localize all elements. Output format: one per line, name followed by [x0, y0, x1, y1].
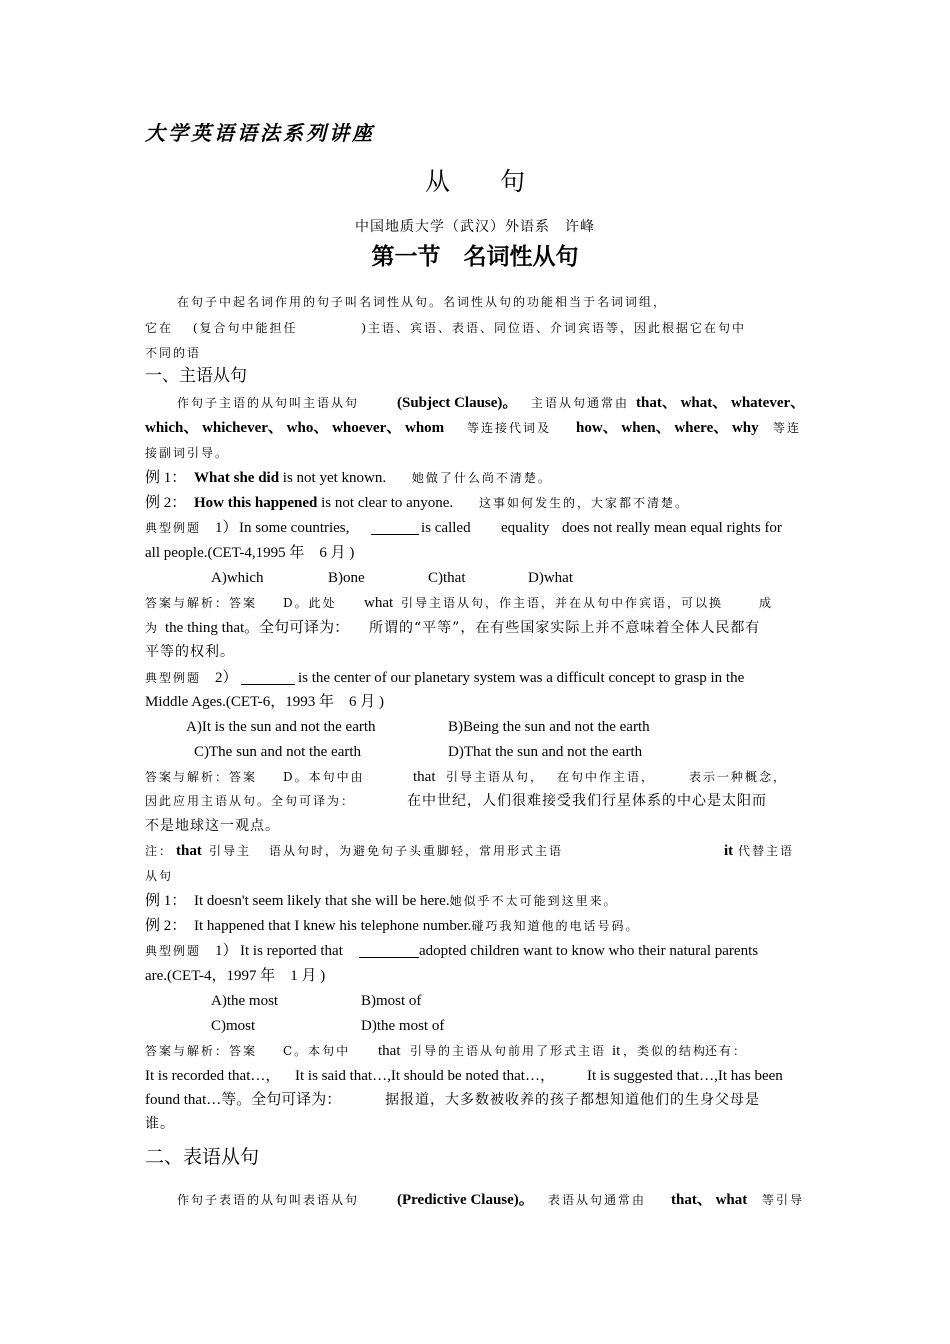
q3-answer-line-4: 谁。 [145, 1116, 175, 1132]
ex4-num: 例 2： [145, 918, 187, 934]
p2-c: 表语从句通常由 [548, 1193, 647, 1207]
note-e: it [724, 843, 734, 859]
ex2-bold: How this happened [194, 495, 318, 511]
q2-t1: is the center of our planetary system was a difficult concept to grasp in the [298, 670, 745, 686]
example-1 [145, 468, 552, 488]
ex4-cn: 碰巧我知道他的电话号码。 [471, 919, 640, 933]
intro-l2c: )主语、宾语、表语、同位语、介词宾语等，因此根据它在句中 [361, 321, 747, 335]
q2-ans-a: 答案与解析：答案 [145, 770, 258, 784]
ex3-text: It doesn't seem likely that she will be here. [194, 893, 450, 909]
section-title: 第一节 名词性从句 [371, 244, 579, 270]
q1-opt-b: B)one [328, 570, 365, 586]
p1-l2c: how、 when、 where、 why [576, 420, 759, 436]
q1-ans-a: 答案与解析：答案 [145, 596, 258, 610]
example-2 [145, 493, 689, 513]
series-title: 大学英语语法系列讲座 [145, 121, 375, 145]
note-a: 注： [145, 844, 174, 858]
main-title: 从 句 [424, 167, 525, 196]
ex1-num: 例 1： [145, 470, 187, 486]
q3-ans-e: it [612, 1043, 621, 1059]
ex4-text: It happened that I knew his telephone number. [194, 918, 472, 934]
note-f: 代替主语 [738, 844, 795, 858]
note-line-2: 从句 [145, 869, 174, 883]
q1-opt-d: D)what [528, 570, 573, 586]
q3-ans-b: C。本句中 [283, 1044, 351, 1058]
p2-e: 等引导 [762, 1193, 805, 1207]
q2-ans-d: 引导主语从句， [446, 770, 545, 784]
q3-opt-c: C)most [211, 1018, 256, 1034]
ex3-num: 例 1： [145, 893, 187, 909]
q1-ans-d: 引导主语从句，作主语，并在从句中作宾语，可以换 [401, 596, 724, 610]
q3-label: 典型例题 [145, 944, 202, 958]
ex2-num: 例 2： [145, 495, 187, 511]
example-3 [145, 891, 618, 911]
q3-ans-d: 引导的主语从句前用了形式主语 [410, 1044, 607, 1058]
q1-ans-l2a: 为 [145, 621, 160, 635]
q1-t4: does not really mean equal rights for [562, 520, 782, 536]
intro-line-3: 不同的语 [145, 346, 202, 360]
q1-blank [371, 520, 419, 535]
p1-l1b: (Subject Clause)。 [397, 395, 518, 411]
q3-blank [359, 943, 419, 958]
q3-ans-g: 还有： [705, 1044, 748, 1058]
q3-l2c: It is suggested that…,It has been [587, 1068, 783, 1084]
q2-answer-line-3: 不是地球这一观点。 [145, 818, 280, 834]
intro-l2b: (复合句中能担任 [192, 321, 298, 335]
ex2-cn: 这事如何发生的，大家都不清楚。 [478, 496, 689, 510]
q2-ans-c: that [413, 769, 436, 785]
q1-label: 典型例题 [145, 521, 202, 535]
q2-blank [241, 670, 295, 685]
q3-opt-d: D)the most of [361, 1018, 445, 1034]
ex1-bold: What she did [194, 470, 280, 486]
q2-ans-f: 表示一种概念， [689, 770, 788, 784]
ex2-rest: is not clear to anyone. [317, 495, 454, 511]
q1-ans-b: D。此处 [283, 596, 337, 610]
q3-l2b: It is said that…,It should be noted that…， [295, 1068, 555, 1084]
p1-l1d: that、 what、 whatever、 [636, 395, 806, 411]
note-c: 引导主 [209, 844, 252, 858]
q2-opt-a: A)It is the sun and not the earth [186, 719, 376, 735]
q1-t3: equality [501, 520, 550, 536]
q3-l3b: 据报道，大多数被收养的孩子都想知道他们的生身父母是 [385, 1092, 760, 1108]
note-d: 语从句时，为避免句子头重脚轻，常用形式主语 [269, 844, 564, 858]
ex1-rest: is not yet known. [279, 470, 387, 486]
q3-ans-a: 答案与解析：答案 [145, 1044, 258, 1058]
q1-num: 1） [215, 520, 238, 536]
q1-ans-e: 成 [759, 596, 774, 610]
p1-line-3: 接副词引导。 [145, 446, 230, 460]
q2-line-2: Middle Ages.(CET-6，1993 年 6 月 ) [145, 694, 385, 710]
q3-ans-c: that [378, 1043, 401, 1059]
intro-line-2 [145, 318, 746, 338]
q1-t2: is called [421, 520, 471, 536]
q2-ans-l2b: 在中世纪，人们很难接受我们行星体系的中心是太阳而 [407, 793, 767, 809]
heading-subject-clause: 一、主语从句 [145, 366, 247, 386]
ex1-cn: 她做了什么尚不清楚。 [411, 471, 552, 485]
p1-l1c: 主语从句通常由 [531, 396, 630, 410]
q3-t1: It is reported that [240, 943, 343, 959]
p2-a: 作句子表语的从句叫表语从句 [177, 1193, 360, 1207]
intro-l2a: 它在 [145, 321, 174, 335]
q3-num: 1） [215, 943, 238, 959]
q3-l3a: found that…等。全句可译为： [145, 1092, 342, 1108]
q1-t1: In some countries, [239, 520, 350, 536]
q3-line-2: are.(CET-4，1997 年 1 月 ) [145, 968, 326, 984]
q3-t2: adopted children want to know who their natural parents [419, 943, 759, 959]
example-4 [145, 916, 639, 936]
author-line: 中国地质大学（武汉）外语系 许峰 [355, 219, 595, 235]
p1-l1a: 作句子主语的从句叫主语从句 [177, 396, 360, 410]
q2-opt-b: B)Being the sun and not the earth [448, 719, 650, 735]
p1-l2a: which、 whichever、 who、 whoever、 whom [145, 420, 445, 436]
ex3-cn: 她似乎不太可能到这里来。 [449, 894, 618, 908]
note-b: that [176, 843, 202, 859]
q2-opt-d: D)That the sun and not the earth [448, 744, 643, 760]
q1-ans-l2b: the thing that。全句可译为： [165, 620, 350, 636]
q3-opt-a: A)the most [211, 993, 279, 1009]
q2-ans-b: D。本句中由 [283, 770, 365, 784]
q2-label: 典型例题 [145, 671, 202, 685]
intro-line-1: 在句子中起名词作用的句子叫名词性从句。名词性从句的功能相当于名词词组， [177, 295, 668, 309]
q1-ans-c: what [364, 595, 394, 611]
q1-opt-a: A)which [211, 570, 264, 586]
q3-opt-b: B)most of [361, 993, 422, 1009]
heading-predictive-clause: 二、表语从句 [145, 1146, 260, 1168]
q1-line-2: all people.(CET-4,1995 年 6 月 ) [145, 545, 355, 561]
q1-ans-l2c: 所谓的“平等”，在有些国家实际上并不意味着全体人民都有 [369, 620, 761, 636]
q1-opt-c: C)that [428, 570, 466, 586]
q1-answer-line-3: 平等的权利。 [145, 644, 235, 660]
p2-d: that、 what [671, 1192, 748, 1208]
q2-ans-e: 在句中作主语， [557, 770, 656, 784]
q2-ans-l2a: 因此应用主语从句。全句可译为： [145, 794, 356, 808]
p2-b: (Predictive Clause)。 [397, 1192, 534, 1208]
q2-opt-c: C)The sun and not the earth [194, 744, 362, 760]
q2-num: 2） [215, 670, 238, 686]
p1-l2d: 等连 [773, 421, 802, 435]
q3-ans-f: ，类似的结构 [623, 1044, 708, 1058]
p1-l2b: 等连接代词及 [467, 421, 552, 435]
q3-l2a: It is recorded that…， [145, 1068, 281, 1084]
